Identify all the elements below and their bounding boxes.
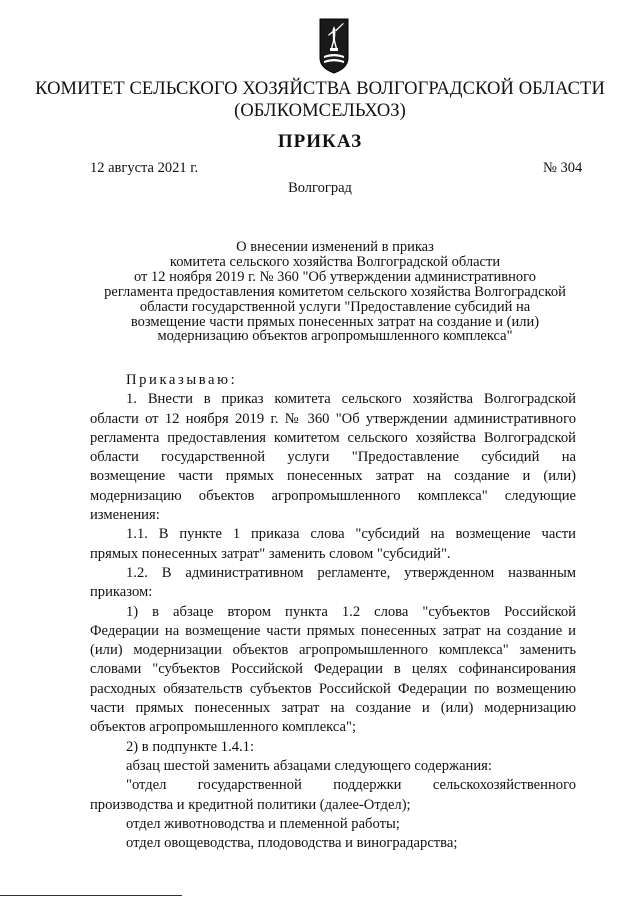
body-line: абзац шестой заменить абзацами следующего содержания: [126, 757, 492, 774]
body-line: части прямых понесенных затрат на создание и (или) модернизацию [90, 700, 576, 717]
document-type: ПРИКАЗ [277, 131, 363, 152]
organization-abbreviation: (ОБЛКОМСЕЛЬХОЗ) [234, 101, 406, 121]
order-keyword: Приказываю: [126, 372, 238, 388]
body-line: прямых понесенных затрат" заменить словом "субсидий". [90, 545, 451, 562]
body-line: Федерации на возмещение части прямых понесенных затрат на создание и [90, 622, 576, 639]
coat-of-arms-icon [319, 18, 349, 74]
body-line: словами "субъектов Российской Федерации в целях софинансирования [90, 661, 576, 678]
body-line: 1. Внести в приказ комитета сельского хозяйства Волгоградской [126, 391, 576, 408]
body-line: "отдел государственной поддержки сельскохозяйственного [126, 777, 576, 794]
body-line: расходных обязательств субъектов Российской Федерации по возмещению [90, 680, 576, 697]
body-line: области государственной услуги "Предоставление субсидий на [90, 449, 576, 466]
organization-name: КОМИТЕТ СЕЛЬСКОГО ХОЗЯЙСТВА ВОЛГОГРАДСКОЙ ОБЛАСТИ [35, 79, 605, 99]
subject-line: от 12 ноября 2019 г. № 360 "Об утверждении административного [134, 268, 536, 285]
body-line: объектов агропромышленного комплекса"; [90, 719, 357, 736]
body-line: 2) в подпункте 1.4.1: [126, 738, 255, 755]
document-body [90, 371, 576, 853]
body-line: отдел животноводства и племенной работы; [126, 815, 400, 832]
subject-line: модернизацию объектов агропромышленного комплекса" [157, 328, 513, 345]
body-line: модернизацию объектов агропромышленного комплекса" следующие [90, 487, 576, 504]
body-line: отдел овощеводства, плодоводства и виноградарства; [126, 835, 458, 852]
body-line: области от 12 ноября 2019 г. № 360 "Об утверждении административного [90, 410, 576, 427]
subject-line: возмещение части прямых понесенных затрат на создание и (или) [130, 313, 540, 330]
subject-line: области государственной услуги "Предоставление субсидий на [139, 298, 531, 315]
body-line: (или) модернизации объектов агропромышленного комплекса" заменить [90, 642, 576, 659]
body-line: изменения: [90, 507, 160, 524]
body-line: 1.2. В административном регламенте, утвержденном названным [126, 564, 576, 581]
body-line: 1.1. В пункте 1 приказа слова "субсидий на возмещение части [126, 526, 576, 543]
document-number: № 304 [543, 160, 583, 176]
body-line: регламента предоставления комитетом сельского хозяйства Волгоградской [90, 429, 576, 446]
body-line: приказом: [90, 584, 153, 601]
document-subject [90, 240, 580, 344]
subject-line: О внесении изменений в приказ [236, 239, 434, 255]
body-line: 1) в абзаце втором пункта 1.2 слова "субъектов Российской [126, 603, 576, 620]
document-city: Волгоград [288, 180, 352, 196]
footnote-separator [0, 895, 182, 896]
subject-line: комитета сельского хозяйства Волгоградской области [169, 253, 501, 270]
body-line: производства и кредитной политики (далее-Отдел); [90, 796, 411, 813]
subject-line: регламента предоставления комитетом сельского хозяйства Волгоградской [104, 283, 566, 300]
document-date: 12 августа 2021 г. [90, 160, 199, 176]
body-line: возмещение части прямых понесенных затрат на создание и (или) [90, 468, 576, 485]
